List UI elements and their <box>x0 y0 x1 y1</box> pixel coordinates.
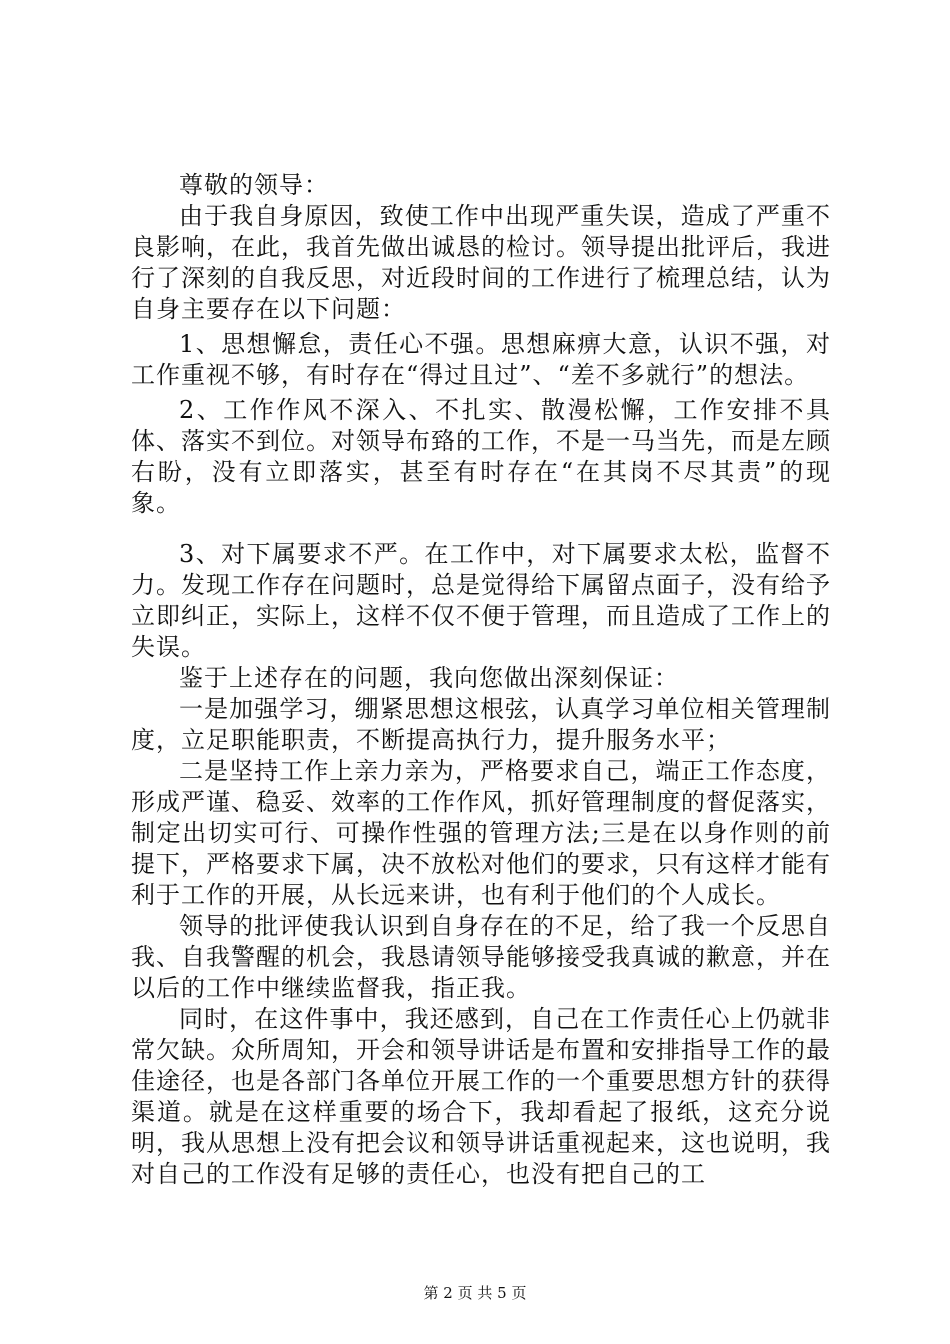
paragraph-guarantee-intro: 鉴于上述存在的问题，我向您做出深刻保证： <box>179 664 679 692</box>
document-body <box>131 170 831 1190</box>
paragraph-intro: 由于我自身原因，致使工作中出现严重失误，造成了严重不良影响，在此，我首先做出诚恳的检讨。领导提出批评后，我进行了深刻的自我反思，对近段时间的工作进行了梳理总结，认为自身主要存在以下问题： <box>131 202 831 323</box>
paragraph-guarantee-1: 一是加强学习，绷紧思想这根弦，认真学习单位相关管理制度，立足职能职责，不断提高执行力，提升服务水平； <box>131 695 831 754</box>
page-number-footer: 第 2 页 共 5 页 <box>423 1284 527 1302</box>
paragraph-guarantee-2: 二是坚持工作上亲力亲为，严格要求自己，端正工作态度，形成严谨、稳妥、效率的工作作风，抓好管理制度的督促落实，制定出切实可行、可操作性强的管理方法;三是在以身作则的前提下，严格要求下属，决不放松对他们的要求，只有这样才能有利于工作的开展，从长远来讲，也有利于他们的个人成长。 <box>131 757 831 909</box>
paragraph-problem-3: 3、对下属要求不严。在工作中，对下属要求太松，监督不力。发现工作存在问题时，总是觉得给下属留点面子，没有给予立即纠正，实际上，这样不仅不便于管理，而且造成了工作上的失误。 <box>131 540 831 661</box>
paragraph-reflection: 领导的批评使我认识到自身存在的不足，给了我一个反思自我、自我警醒的机会，我恳请领导能够接受我真诚的歉意，并在以后的工作中继续监督我，指正我。 <box>131 912 831 1002</box>
salutation: 尊敬的领导： <box>179 171 329 199</box>
paragraph-responsibility: 同时，在这件事中，我还感到，自己在工作责任心上仍就非常欠缺。众所周知，开会和领导讲话是布置和安排指导工作的最佳途径，也是各部门各单位开展工作的一个重要思想方针的获得渠道。就是在这样重要的场合下，我却看起了报纸，这充分说明，我从思想上没有把会议和领导讲话重视起来，这也说明，我对自己的工作没有足够的责任心，也没有把自己的工 <box>131 1005 831 1188</box>
paragraph-problem-2: 2、工作作风不深入、不扎实、散漫松懈，工作安排不具体、落实不到位。对领导布臵的工作，不是一马当先，而是左顾右盼，没有立即落实，甚至有时存在“在其岗不尽其责”的现象。 <box>131 396 831 517</box>
paragraph-problem-1: 1、思想懈怠，责任心不强。思想麻痹大意，认识不强，对工作重视不够，有时存在“得过且过”、“差不多就行”的想法。 <box>131 330 831 389</box>
